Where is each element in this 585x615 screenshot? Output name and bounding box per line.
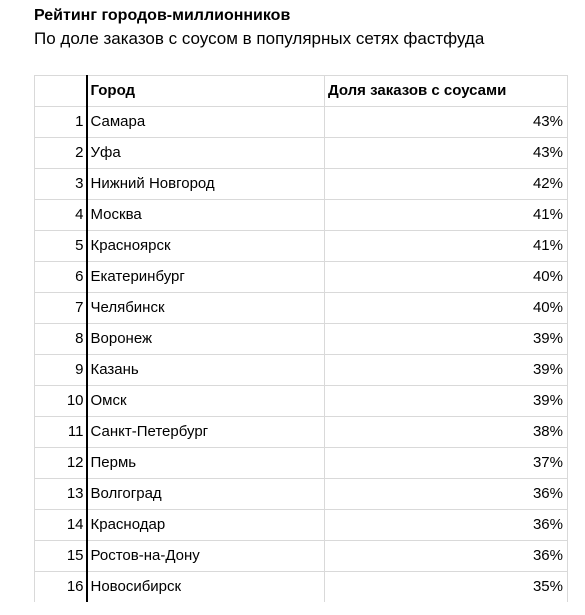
city-name: Казань xyxy=(87,355,325,386)
row-number: 12 xyxy=(35,448,87,479)
row-number: 9 xyxy=(35,355,87,386)
header-share: Доля заказов с соусами xyxy=(325,76,568,107)
table-row xyxy=(35,293,568,324)
city-name: Санкт-Петербург xyxy=(87,417,325,448)
table-row xyxy=(35,479,568,510)
table-row xyxy=(35,541,568,572)
ranking-table xyxy=(34,75,568,602)
table-header xyxy=(35,76,568,107)
sauce-share: 39% xyxy=(325,386,568,417)
row-number: 6 xyxy=(35,262,87,293)
sauce-share: 35% xyxy=(325,572,568,603)
city-name: Москва xyxy=(87,200,325,231)
table-body xyxy=(35,107,568,603)
header-city: Город xyxy=(87,76,325,107)
header-num xyxy=(35,76,87,107)
row-number: 8 xyxy=(35,324,87,355)
sauce-share: 36% xyxy=(325,510,568,541)
row-number: 4 xyxy=(35,200,87,231)
city-name: Самара xyxy=(87,107,325,138)
sauce-share: 37% xyxy=(325,448,568,479)
sauce-share: 40% xyxy=(325,293,568,324)
row-number: 14 xyxy=(35,510,87,541)
city-name: Воронеж xyxy=(87,324,325,355)
sauce-share: 41% xyxy=(325,231,568,262)
row-number: 5 xyxy=(35,231,87,262)
sauce-share: 36% xyxy=(325,479,568,510)
city-name: Новосибирск xyxy=(87,572,325,603)
city-name: Ростов-на-Дону xyxy=(87,541,325,572)
table-row xyxy=(35,417,568,448)
table-row xyxy=(35,572,568,603)
table-row xyxy=(35,169,568,200)
table-row xyxy=(35,324,568,355)
city-name: Уфа xyxy=(87,138,325,169)
document-subtitle: По доле заказов с соусом в популярных сетях фастфуда xyxy=(34,29,485,48)
sauce-share: 38% xyxy=(325,417,568,448)
document-title: Рейтинг городов-миллионников xyxy=(34,7,291,24)
city-name: Челябинск xyxy=(87,293,325,324)
city-name: Пермь xyxy=(87,448,325,479)
row-number: 11 xyxy=(35,417,87,448)
table-row xyxy=(35,200,568,231)
city-name: Краснодар xyxy=(87,510,325,541)
table-row xyxy=(35,262,568,293)
table-row xyxy=(35,231,568,262)
city-name: Екатеринбург xyxy=(87,262,325,293)
sauce-share: 43% xyxy=(325,107,568,138)
row-number: 16 xyxy=(35,572,87,603)
header-row xyxy=(35,76,568,107)
city-name: Омск xyxy=(87,386,325,417)
row-number: 10 xyxy=(35,386,87,417)
row-number: 2 xyxy=(35,138,87,169)
row-number: 3 xyxy=(35,169,87,200)
table-row xyxy=(35,138,568,169)
sauce-share: 39% xyxy=(325,355,568,386)
table-row xyxy=(35,355,568,386)
row-number: 13 xyxy=(35,479,87,510)
sauce-share: 43% xyxy=(325,138,568,169)
sauce-share: 41% xyxy=(325,200,568,231)
row-number: 15 xyxy=(35,541,87,572)
table-row xyxy=(35,107,568,138)
sauce-share: 42% xyxy=(325,169,568,200)
city-name: Красноярск xyxy=(87,231,325,262)
sauce-share: 39% xyxy=(325,324,568,355)
row-number: 1 xyxy=(35,107,87,138)
table-row xyxy=(35,510,568,541)
city-name: Волгоград xyxy=(87,479,325,510)
sauce-share: 36% xyxy=(325,541,568,572)
table-row xyxy=(35,386,568,417)
table-row xyxy=(35,448,568,479)
city-name: Нижний Новгород xyxy=(87,169,325,200)
sauce-share: 40% xyxy=(325,262,568,293)
row-number: 7 xyxy=(35,293,87,324)
